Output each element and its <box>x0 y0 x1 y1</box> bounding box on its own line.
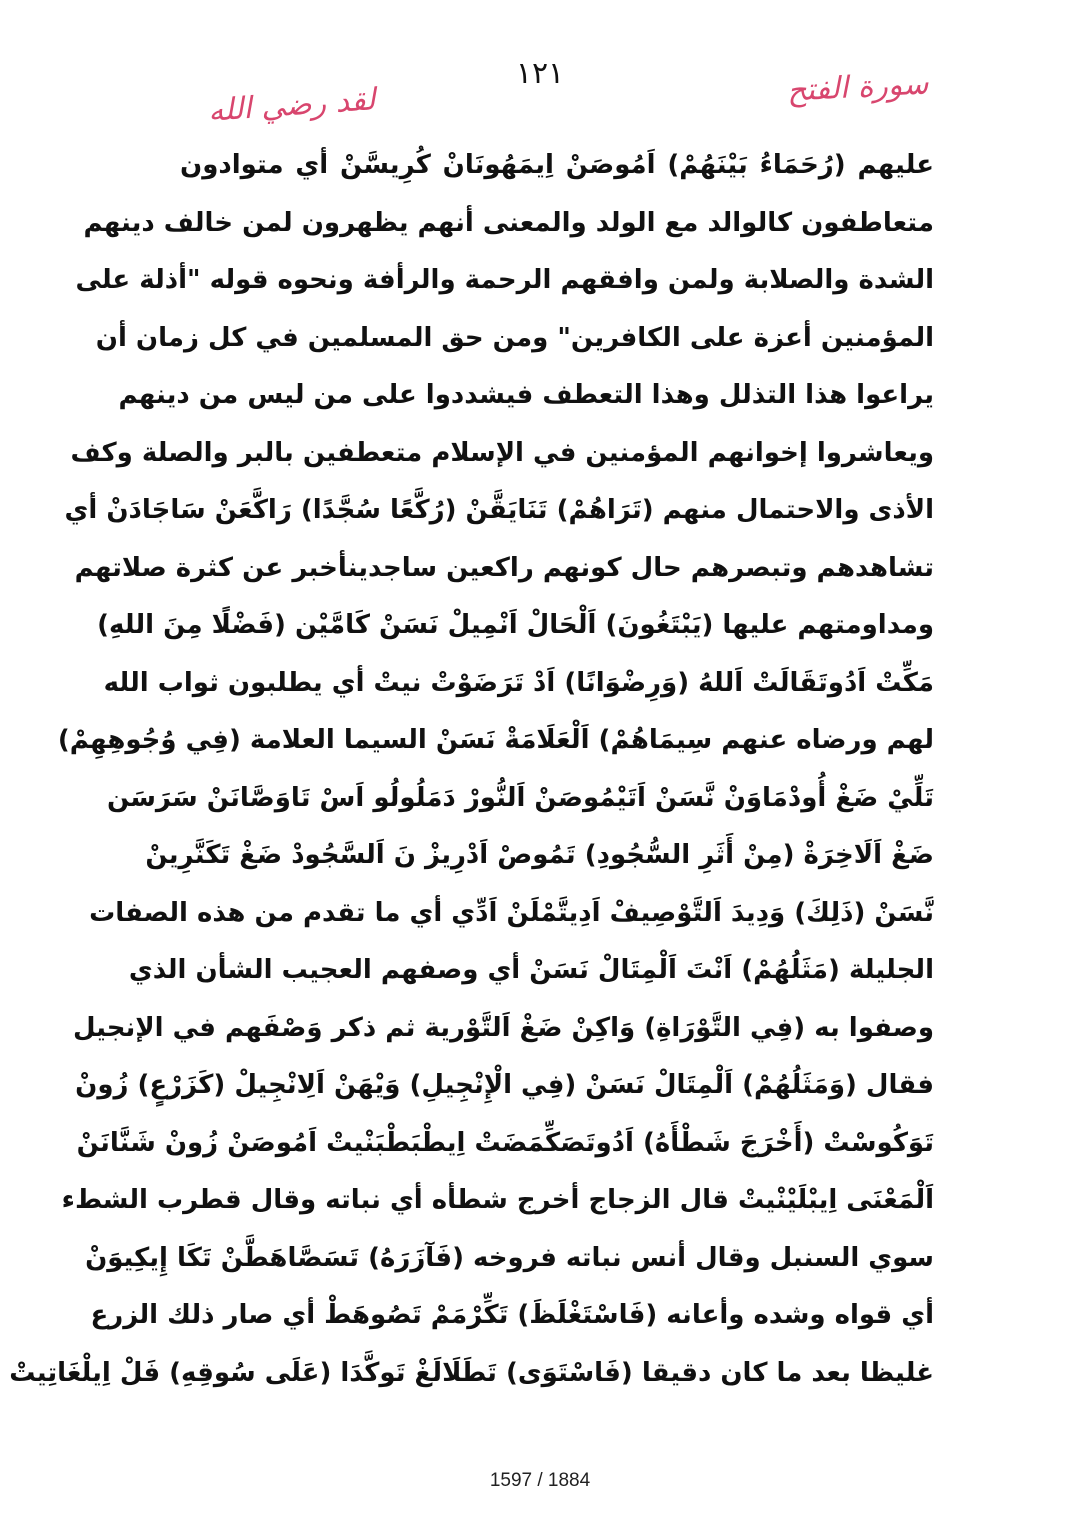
page-number: ١٢١ <box>515 56 565 91</box>
text-line: الشدة والصلابة ولمن وافقهم الرحمة والرأفة ونحوه قوله "أذلة على <box>75 265 934 295</box>
page-counter: 1597 / 1884 <box>489 1470 591 1491</box>
text-line: المؤمنين أعزة على الكافرين" ومن حق المسلمين في كل زمان أن <box>95 322 934 353</box>
text-line: تشاهدهم وتبصرهم حال كونهم راكعين ساجدينأخبر عن كثرة صلاتهم <box>74 552 934 583</box>
text-line: أي قواه وشده وأعانه (فَاسْتَغْلَظَ) تَكِّرْمَمْ تَصُوهَطْ أي صار ذلك الزرع <box>90 1300 934 1330</box>
text-line: سوي السنبل وقال أنس نباته فروخه (فَآزَرَهُ) تَسَصَّاهَطَّنْ تَكَا إِيكِيوَنْ <box>85 1242 934 1273</box>
text-line: مَكِّتْ اَدُوتَقَالَتْ اَللهُ (وَرِضْوَانًا) اَدْ تَرَضَوْتْ نيتْ أي يطلبون ثواب الله <box>103 667 934 698</box>
text-line: اَلْمَعْنَى اِيبْلَيْنْيتْ قال الزجاج أخرج شطأه أي نباته وقال قطرب الشطء <box>61 1185 934 1215</box>
text-line: متعاطفون كالوالد مع الولد والمعنى أنهم يظهرون لمن خالف دينهم <box>83 207 934 238</box>
text-line: تَلِّيْ ضَغْ أُودْمَاوَنْ نَّسَنْ اَتَيْمُوصَنْ اَلنُّورْ دَمَلُولُو اَسْ تَاوَصَّانَنْ سَرَسَن <box>106 782 934 813</box>
handwritten-verse-note: لقد رضي الله <box>206 82 377 129</box>
text-line: الأذى والاحتمال منهم (تَرَاهُمْ) تَنَايَقَّنْ (رُكَّعًا سُجَّدًا) رَاكَّعَنْ سَاجَادَنْ أي <box>64 495 934 525</box>
text-line: يراعوا هذا التذلل وهذا التعطف فيشددوا على من ليس من دينهم <box>118 380 934 410</box>
text-line: نَّسَنْ (ذَلِكَ) وَدِيدَ اَلتَّوْصِيفْ اَدِيتَّمْلَنْ اَدِّي أي ما تقدم من هذه الصفات <box>89 897 934 928</box>
text-line: ومداومتهم عليها (يَبْتَغُونَ) اَلْحَالْ اَنْمِيلْ نَسَنْ كَامَّيْن (فَضْلًا مِنَ اللهِ) <box>97 610 934 640</box>
text-line: فقال (وَمَثَلُهُمْ) اَلْمِتَالْ نَسَنْ (فِي الْإِنْجِيلِ) وَيْهَنْ اَلِانْجِيلْ (كَزَرْعٍ) زُونْ <box>75 1070 934 1100</box>
text-line: ضَغْ اَلَاخِرَةْ (مِنْ أَثَرِ السُّجُودِ) تَمُوصْ اَدْرِيزْ نَ اَلسَّجُودْ ضَغْ تَكَنَّرِينْ <box>145 840 934 870</box>
text-line: وصفوا به (فِي التَّوْرَاةِ) وَاكِنْ ضَغْ اَلتَّوْرية ثم ذكر وَصْفَهم في الإنجيل <box>72 1012 934 1043</box>
text-line: ويعاشروا إخوانهم المؤمنين في الإسلام متعطفين بالبر والصلة وكف <box>70 437 934 468</box>
text-line: عليهم (رُحَمَاءُ بَيْنَهُمْ) اَمُوصَنْ اِيمَهُونَانْ كُرِيسَّنْ أي متوادون <box>180 150 934 180</box>
handwritten-surah-title: سورة الفتح <box>785 66 929 109</box>
text-line: لهم ورضاه عنهم سِيمَاهُمْ) اَلْعَلَامَةْ نَسَنْ السيما العلامة (فِي وُجُوهِهِمْ) <box>57 725 934 755</box>
text-line: تَوَكُوسْتْ (أَخْرَجَ شَطْأَهُ) اَدُوتَصَكِّمَضَتْ اِيطْبَطْبَنْيتْ اَمُوصَنْ زُونْ شَنَّانَنْ <box>76 1127 934 1158</box>
text-line: غليظا بعد ما كان دقيقا (فَاسْتَوَى) تَطَلَالَغْ تَوكَّدَا (عَلَى سُوقِهِ) فَلْ اِيلْغَاتِيتْ <box>9 1357 934 1388</box>
page-body-text <box>9 142 934 1407</box>
text-line: الجليلة (مَثَلُهُمْ) اَنْتَ اَلْمِتَالْ نَسَنْ أي وصفهم العجيب الشأن الذي <box>128 955 934 985</box>
